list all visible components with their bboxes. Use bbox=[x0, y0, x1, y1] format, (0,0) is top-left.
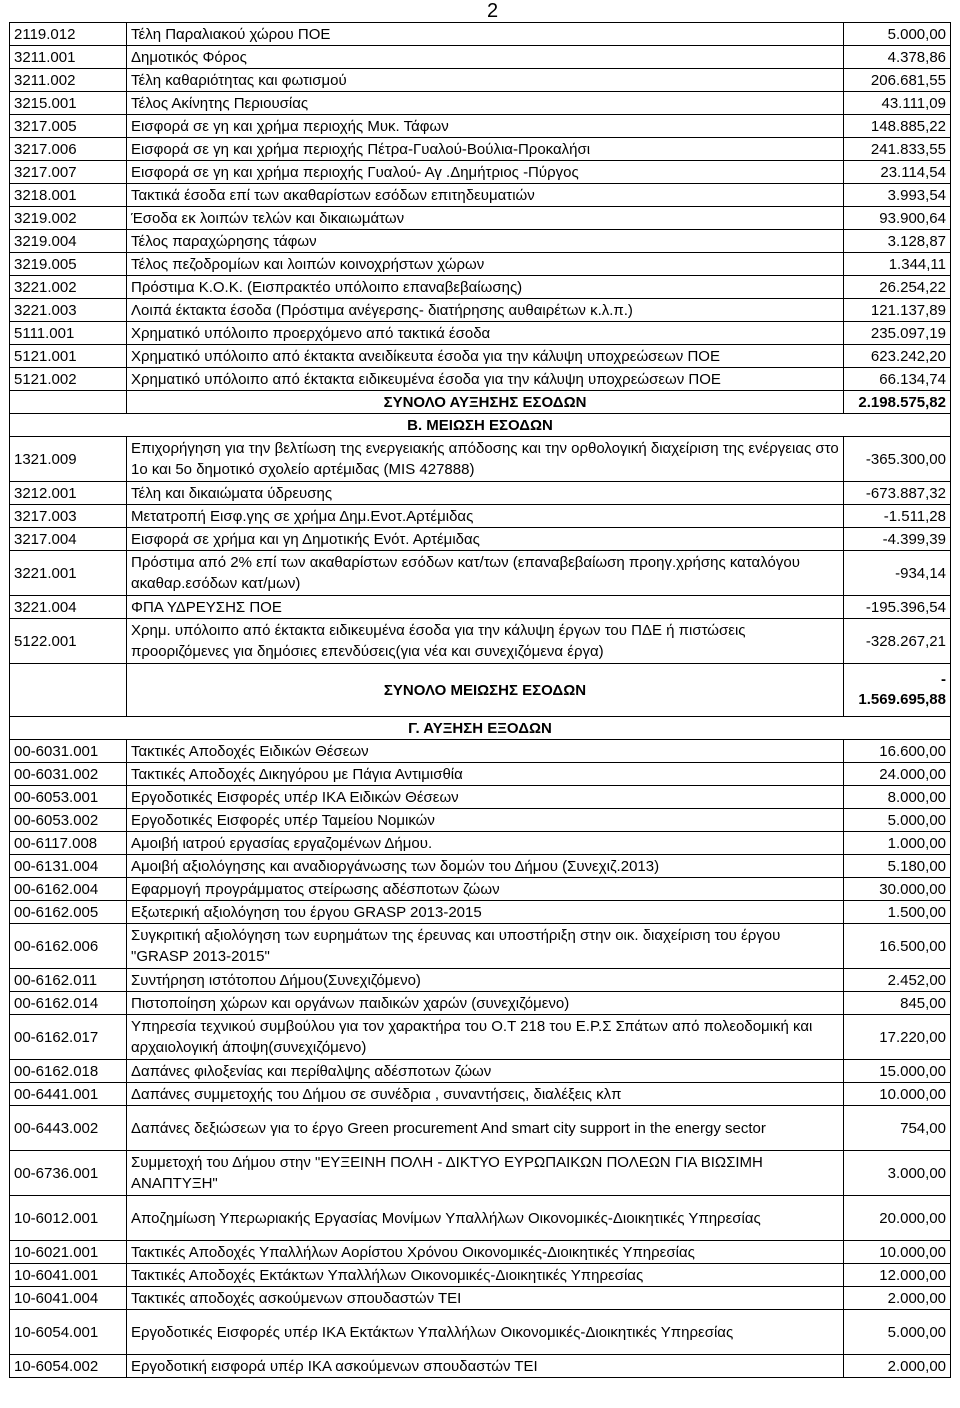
row-description: Χρηματικό υπόλοιπο από έκτακτα ειδικευμένα έσοδα για την κάλυψη υποχρεώσεων ΠΟΕ bbox=[127, 368, 844, 391]
row-code: 00-6162.005 bbox=[10, 901, 127, 924]
row-amount: 1.000,00 bbox=[844, 832, 951, 855]
row-amount: 2.452,00 bbox=[844, 969, 951, 992]
row-description: Εισφορά σε γη και χρήμα περιοχής Γυαλού- Αγ .Δημήτριος -Πύργος bbox=[127, 161, 844, 184]
row-amount: 4.378,86 bbox=[844, 46, 951, 69]
row-code: 10-6054.001 bbox=[10, 1310, 127, 1355]
table-row bbox=[10, 740, 951, 763]
total-b-amount-cell bbox=[844, 664, 951, 717]
row-description: Τέλος παραχώρησης τάφων bbox=[127, 230, 844, 253]
table-row bbox=[10, 505, 951, 528]
total-row bbox=[10, 391, 951, 414]
row-code: 3211.001 bbox=[10, 46, 127, 69]
row-code: 00-6162.014 bbox=[10, 992, 127, 1015]
row-code: 3217.007 bbox=[10, 161, 127, 184]
row-description: Αμοιβή ιατρού εργασίας εργαζομένων Δήμου. bbox=[127, 832, 844, 855]
row-description: Συγκριτική αξιολόγηση των ευρημάτων της έρευνας και υποστήριξη στην οικ. διαχείριση του έργου "GRASP 2013-2015" bbox=[127, 924, 844, 969]
table-row bbox=[10, 46, 951, 69]
row-description: Πιστοποίηση χώρων και οργάνων παιδικών χαρών (συνεχιζόμενο) bbox=[127, 992, 844, 1015]
table-row bbox=[10, 763, 951, 786]
empty-cell bbox=[10, 664, 127, 717]
row-description: Εισφορά σε χρήμα και γη Δημοτικής Ενότ. Αρτέμιδας bbox=[127, 528, 844, 551]
table-row bbox=[10, 69, 951, 92]
section-c-rows bbox=[10, 740, 951, 1378]
row-description: Εργοδοτική εισφορά υπέρ ΙΚΑ ασκούμενων σπουδαστών ΤΕΙ bbox=[127, 1355, 844, 1378]
total-a-amount: 2.198.575,82 bbox=[844, 391, 951, 414]
row-description: Εφαρμογή προγράμματος στείρωσης αδέσποτων ζώων bbox=[127, 878, 844, 901]
row-code: 3221.002 bbox=[10, 276, 127, 299]
row-amount: 235.097,19 bbox=[844, 322, 951, 345]
table-row bbox=[10, 322, 951, 345]
row-description: Αμοιβή αξιολόγησης και αναδιοργάνωσης των δομών του Δήμου (Συνεχιζ.2013) bbox=[127, 855, 844, 878]
table-row bbox=[10, 138, 951, 161]
row-amount: -673.887,32 bbox=[844, 482, 951, 505]
row-description: Εισφορά σε γη και χρήμα περιοχής Πέτρα-Γυαλού-Βούλια-Προκαλήσι bbox=[127, 138, 844, 161]
row-amount: 24.000,00 bbox=[844, 763, 951, 786]
table-row bbox=[10, 1264, 951, 1287]
table-row bbox=[10, 276, 951, 299]
table-row bbox=[10, 368, 951, 391]
table-row bbox=[10, 596, 951, 619]
row-amount: 20.000,00 bbox=[844, 1196, 951, 1241]
row-code: 1321.009 bbox=[10, 437, 127, 482]
row-description: Λοιπά έκτακτα έσοδα (Πρόστιμα ανέγερσης- διατήρησης αυθαιρέτων κ.λ.π.) bbox=[127, 299, 844, 322]
row-code: 3221.001 bbox=[10, 551, 127, 596]
row-code: 3219.002 bbox=[10, 207, 127, 230]
section-header-row bbox=[10, 717, 951, 740]
table-row bbox=[10, 482, 951, 505]
row-amount: -328.267,21 bbox=[844, 619, 951, 664]
row-description: Τακτικές Αποδοχές Εκτάκτων Υπαλλήλων Οικονομικές-Διοικητικές Υπηρεσίας bbox=[127, 1264, 844, 1287]
row-description: Πρόστιμα Κ.Ο.Κ. (Εισπρακτέο υπόλοιπο επαναβεβαίωσης) bbox=[127, 276, 844, 299]
row-code: 00-6736.001 bbox=[10, 1151, 127, 1196]
row-code: 00-6031.002 bbox=[10, 763, 127, 786]
row-code: 10-6041.001 bbox=[10, 1264, 127, 1287]
row-description: Τακτικές Αποδοχές Δικηγόρου με Πάγια Αντιμισθία bbox=[127, 763, 844, 786]
page-number: 2 bbox=[487, 0, 499, 22]
table-row bbox=[10, 1196, 951, 1241]
row-description: Τακτικές αποδοχές ασκούμενων σπουδαστών ΤΕΙ bbox=[127, 1287, 844, 1310]
row-code: 5111.001 bbox=[10, 322, 127, 345]
row-description: Τακτικά έσοδα επί των ακαθαρίστων εσόδων επιτηδευματιών bbox=[127, 184, 844, 207]
row-description: ΦΠΑ ΥΔΡΕΥΣΗΣ ΠΟΕ bbox=[127, 596, 844, 619]
table-row bbox=[10, 92, 951, 115]
table-row bbox=[10, 299, 951, 322]
row-amount: 845,00 bbox=[844, 992, 951, 1015]
row-code: 3219.004 bbox=[10, 230, 127, 253]
total-b-label: ΣΥΝΟΛΟ ΜΕΙΩΣΗΣ ΕΣΟΔΩΝ bbox=[127, 664, 844, 717]
row-description: Υπηρεσία τεχνικού συμβούλου για τον χαρακτήρα του Ο.Τ 218 του Ε.Ρ.Σ Σπάτων από πολεοδομική και αρχαιολογική άποψη(συνεχιζόμενο) bbox=[127, 1015, 844, 1060]
table-row bbox=[10, 1355, 951, 1378]
row-description: Δαπάνες φιλοξενίας και περίθαλψης αδέσποτων ζώων bbox=[127, 1060, 844, 1083]
row-description: Εργοδοτικές Εισφορές υπέρ Ταμείου Νομικών bbox=[127, 809, 844, 832]
row-amount: 43.111,09 bbox=[844, 92, 951, 115]
row-code: 10-6012.001 bbox=[10, 1196, 127, 1241]
row-description: Τέλη καθαριότητας και φωτισμού bbox=[127, 69, 844, 92]
row-code: 5121.001 bbox=[10, 345, 127, 368]
row-amount: 26.254,22 bbox=[844, 276, 951, 299]
row-amount: 10.000,00 bbox=[844, 1083, 951, 1106]
row-description: Χρημ. υπόλοιπο από έκτακτα ειδικευμένα έσοδα για την κάλυψη έργων του ΠΔΕ ή πιστώσεις προοριζόμενες για δημόσιες επενδύσεις(για νέα και συνεχιζόμενα έργα) bbox=[127, 619, 844, 664]
row-code: 3218.001 bbox=[10, 184, 127, 207]
table-row bbox=[10, 115, 951, 138]
table-row bbox=[10, 1106, 951, 1151]
row-description: Τέλη και δικαιώματα ύδρευσης bbox=[127, 482, 844, 505]
row-description: Μετατροπή Εισφ.γης σε χρήμα Δημ.Ενοτ.Αρτέμιδας bbox=[127, 505, 844, 528]
row-amount: 3.993,54 bbox=[844, 184, 951, 207]
row-code: 00-6162.006 bbox=[10, 924, 127, 969]
row-code: 3217.004 bbox=[10, 528, 127, 551]
section-a-total bbox=[10, 391, 951, 437]
table-row bbox=[10, 832, 951, 855]
row-code: 5122.001 bbox=[10, 619, 127, 664]
row-code: 2119.012 bbox=[10, 23, 127, 46]
row-description: Χρηματικό υπόλοιπο από έκτακτα ανειδίκευτα έσοδα για την κάλυψη υποχρεώσεων ΠΟΕ bbox=[127, 345, 844, 368]
row-description: Τέλη Παραλιακού χώρου ΠΟΕ bbox=[127, 23, 844, 46]
row-code: 3217.003 bbox=[10, 505, 127, 528]
row-code: 3212.001 bbox=[10, 482, 127, 505]
row-description: Έσοδα εκ λοιπών τελών και δικαιωμάτων bbox=[127, 207, 844, 230]
table-row bbox=[10, 161, 951, 184]
table-row bbox=[10, 437, 951, 482]
row-description: Συμμετοχή του Δήμου στην "ΕΥΞΕΙΝΗ ΠΟΛΗ - ΔΙΚΤΥΟ ΕΥΡΩΠΑΙΚΩΝ ΠΟΛΕΩΝ ΓΙΑ ΒΙΩΣΙΜΗ ΑΝΑΠΤΥΞΗ" bbox=[127, 1151, 844, 1196]
row-amount: 1.500,00 bbox=[844, 901, 951, 924]
table-row bbox=[10, 1241, 951, 1264]
table-row bbox=[10, 878, 951, 901]
row-description: Αποζημίωση Υπερωριακής Εργασίας Μονίμων Υπαλλήλων Οικονομικές-Διοικητικές Υπηρεσίας bbox=[127, 1196, 844, 1241]
row-amount: -4.399,39 bbox=[844, 528, 951, 551]
row-amount: 3.128,87 bbox=[844, 230, 951, 253]
row-amount: 623.242,20 bbox=[844, 345, 951, 368]
row-amount: 5.000,00 bbox=[844, 1310, 951, 1355]
row-amount: 5.000,00 bbox=[844, 809, 951, 832]
row-amount: 93.900,64 bbox=[844, 207, 951, 230]
table-row bbox=[10, 528, 951, 551]
row-description: Τέλος Ακίνητης Περιουσίας bbox=[127, 92, 844, 115]
row-code: 10-6021.001 bbox=[10, 1241, 127, 1264]
row-amount: 12.000,00 bbox=[844, 1264, 951, 1287]
total-b-dash: - bbox=[941, 670, 946, 688]
row-code: 5121.002 bbox=[10, 368, 127, 391]
table-row bbox=[10, 809, 951, 832]
row-code: 3221.004 bbox=[10, 596, 127, 619]
row-code: 00-6053.002 bbox=[10, 809, 127, 832]
table-row bbox=[10, 1310, 951, 1355]
row-code: 00-6162.018 bbox=[10, 1060, 127, 1083]
row-amount: 30.000,00 bbox=[844, 878, 951, 901]
row-description: Πρόστιμα από 2% επί των ακαθαρίστων εσόδων κατ/των (επαναβεβαίωση προηγ.χρήσης καταλόγου ακαθαρ.εσόδων κατ/μων) bbox=[127, 551, 844, 596]
section-header-row bbox=[10, 414, 951, 437]
row-amount: 2.000,00 bbox=[844, 1287, 951, 1310]
row-description: Εργοδοτικές Εισφορές υπέρ ΙΚΑ Εκτάκτων Υπαλλήλων Οικονομικές-Διοικητικές Υπηρεσίας bbox=[127, 1310, 844, 1355]
budget-table bbox=[9, 22, 951, 1378]
row-code: 10-6041.004 bbox=[10, 1287, 127, 1310]
row-amount: 5.000,00 bbox=[844, 23, 951, 46]
row-amount: -365.300,00 bbox=[844, 437, 951, 482]
table-row bbox=[10, 1151, 951, 1196]
row-amount: 8.000,00 bbox=[844, 786, 951, 809]
row-amount: 16.500,00 bbox=[844, 924, 951, 969]
row-code: 00-6441.001 bbox=[10, 1083, 127, 1106]
section-b-title: Β. ΜΕΙΩΣΗ ΕΣΟΔΩΝ bbox=[10, 414, 951, 437]
row-amount: 17.220,00 bbox=[844, 1015, 951, 1060]
total-row bbox=[10, 664, 951, 717]
row-amount: 148.885,22 bbox=[844, 115, 951, 138]
row-code: 3221.003 bbox=[10, 299, 127, 322]
table-row bbox=[10, 1060, 951, 1083]
row-code: 00-6117.008 bbox=[10, 832, 127, 855]
row-code: 00-6162.011 bbox=[10, 969, 127, 992]
row-amount: 5.180,00 bbox=[844, 855, 951, 878]
row-code: 3217.005 bbox=[10, 115, 127, 138]
row-description: Χρηματικό υπόλοιπο προερχόμενο από τακτικά έσοδα bbox=[127, 322, 844, 345]
table-row bbox=[10, 345, 951, 368]
row-amount: 3.000,00 bbox=[844, 1151, 951, 1196]
table-row bbox=[10, 1287, 951, 1310]
row-description: Δημοτικός Φόρος bbox=[127, 46, 844, 69]
row-description: Δαπάνες συμμετοχής του Δήμου σε συνέδρια , συναντήσεις, διαλέξεις κλπ bbox=[127, 1083, 844, 1106]
row-code: 10-6054.002 bbox=[10, 1355, 127, 1378]
row-amount: -934,14 bbox=[844, 551, 951, 596]
row-code: 3215.001 bbox=[10, 92, 127, 115]
row-description: Τέλος πεζοδρομίων και λοιπών κοινοχρήστων χώρων bbox=[127, 253, 844, 276]
row-amount: 1.344,11 bbox=[844, 253, 951, 276]
table-row bbox=[10, 1015, 951, 1060]
row-description: Τακτικές Αποδοχές Υπαλλήλων Αορίστου Χρόνου Οικονομικές-Διοικητικές Υπηρεσίας bbox=[127, 1241, 844, 1264]
section-b-rows bbox=[10, 437, 951, 664]
row-amount: 23.114,54 bbox=[844, 161, 951, 184]
row-description: Επιχορήγηση για την βελτίωση της ενεργειακής απόδοσης και την ορθολογική διαχείριση της ενέργειας στο 1ο και 5ο δημοτικό σχολείο αρτέμιδας (MIS 427888) bbox=[127, 437, 844, 482]
row-code: 00-6131.004 bbox=[10, 855, 127, 878]
table-row bbox=[10, 230, 951, 253]
row-code: 3217.006 bbox=[10, 138, 127, 161]
total-a-label: ΣΥΝΟΛΟ ΑΥΞΗΣΗΣ ΕΣΟΔΩΝ bbox=[127, 391, 844, 414]
row-code: 00-6162.004 bbox=[10, 878, 127, 901]
table-row bbox=[10, 901, 951, 924]
row-code: 3211.002 bbox=[10, 69, 127, 92]
row-amount: 10.000,00 bbox=[844, 1241, 951, 1264]
table-row bbox=[10, 619, 951, 664]
row-amount: -195.396,54 bbox=[844, 596, 951, 619]
section-a-rows bbox=[10, 23, 951, 391]
row-description: Εξωτερική αξιολόγηση του έργου GRASP 2013-2015 bbox=[127, 901, 844, 924]
row-description: Τακτικές Αποδοχές Ειδικών Θέσεων bbox=[127, 740, 844, 763]
row-code: 00-6443.002 bbox=[10, 1106, 127, 1151]
row-description: Εργοδοτικές Εισφορές υπέρ ΙΚΑ Ειδικών Θέσεων bbox=[127, 786, 844, 809]
section-b-total bbox=[10, 664, 951, 740]
row-amount: 121.137,89 bbox=[844, 299, 951, 322]
row-amount: 2.000,00 bbox=[844, 1355, 951, 1378]
table-row bbox=[10, 786, 951, 809]
table-row bbox=[10, 1083, 951, 1106]
row-description: Συντήρηση ιστότοπου Δήμου(Συνεχιζόμενο) bbox=[127, 969, 844, 992]
table-row bbox=[10, 551, 951, 596]
row-code: 00-6162.017 bbox=[10, 1015, 127, 1060]
table-row bbox=[10, 855, 951, 878]
row-amount: 206.681,55 bbox=[844, 69, 951, 92]
row-code: 00-6053.001 bbox=[10, 786, 127, 809]
table-row bbox=[10, 969, 951, 992]
table-row bbox=[10, 253, 951, 276]
table-row bbox=[10, 23, 951, 46]
row-amount: 16.600,00 bbox=[844, 740, 951, 763]
row-code: 3219.005 bbox=[10, 253, 127, 276]
row-code: 00-6031.001 bbox=[10, 740, 127, 763]
table-row bbox=[10, 184, 951, 207]
row-amount: 15.000,00 bbox=[844, 1060, 951, 1083]
row-amount: 754,00 bbox=[844, 1106, 951, 1151]
empty-cell bbox=[10, 391, 127, 414]
table-row bbox=[10, 924, 951, 969]
row-amount: 241.833,55 bbox=[844, 138, 951, 161]
row-description: Εισφορά σε γη και χρήμα περιοχής Μυκ. Τάφων bbox=[127, 115, 844, 138]
table-row bbox=[10, 207, 951, 230]
table-row bbox=[10, 992, 951, 1015]
section-c-title: Γ. ΑΥΞΗΣΗ ΕΞΟΔΩΝ bbox=[10, 717, 951, 740]
row-amount: 66.134,74 bbox=[844, 368, 951, 391]
row-amount: -1.511,28 bbox=[844, 505, 951, 528]
row-description: Δαπάνες δεξιώσεων για το έργο Green procurement And smart city support in the energy sector bbox=[127, 1106, 844, 1151]
total-b-amount: 1.569.695,88 bbox=[858, 690, 946, 708]
